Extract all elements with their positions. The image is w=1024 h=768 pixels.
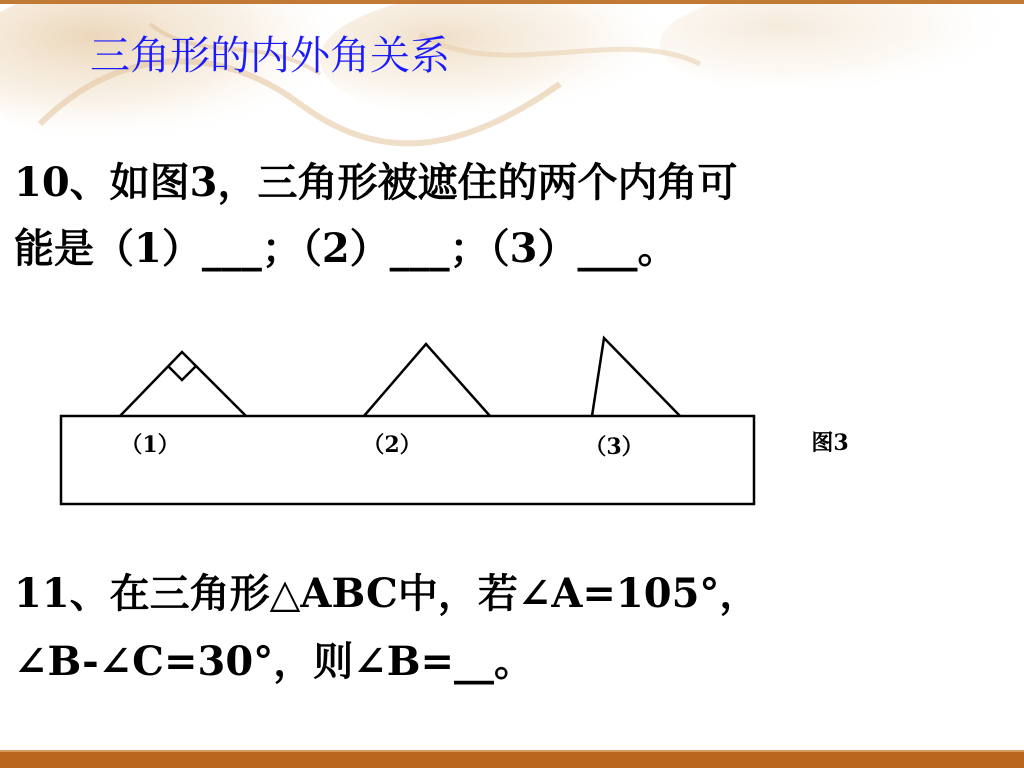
figure-3 — [0, 320, 1024, 520]
bottom-border — [0, 750, 1024, 768]
background-decoration — [0, 4, 1024, 174]
question-11-line-2: ∠B-∠C=30°，则∠B=__。 — [14, 638, 535, 685]
question-10-line-1: 10、如图3，三角形被遮住的两个内角可 — [14, 159, 738, 206]
triangle-1 — [120, 352, 246, 416]
figure-label-1: （1） — [120, 432, 180, 458]
question-11 — [14, 560, 1014, 696]
figure-caption: 图3 — [811, 430, 849, 456]
figure-label-3: （3） — [584, 434, 644, 460]
question-11-line-1: 11、在三角形△ABC中，若∠A=105°， — [14, 570, 760, 617]
covering-rectangle — [61, 416, 754, 504]
figure-label-2: （2） — [362, 432, 422, 458]
question-10 — [14, 150, 1014, 282]
triangle-2 — [364, 344, 490, 416]
question-10-line-2: 能是（1）___；（2）___；（3）___。 — [14, 225, 678, 272]
triangle-3 — [592, 338, 680, 416]
right-angle-mark — [168, 366, 196, 380]
slide-title: 三角形的内外角关系 — [90, 33, 450, 79]
